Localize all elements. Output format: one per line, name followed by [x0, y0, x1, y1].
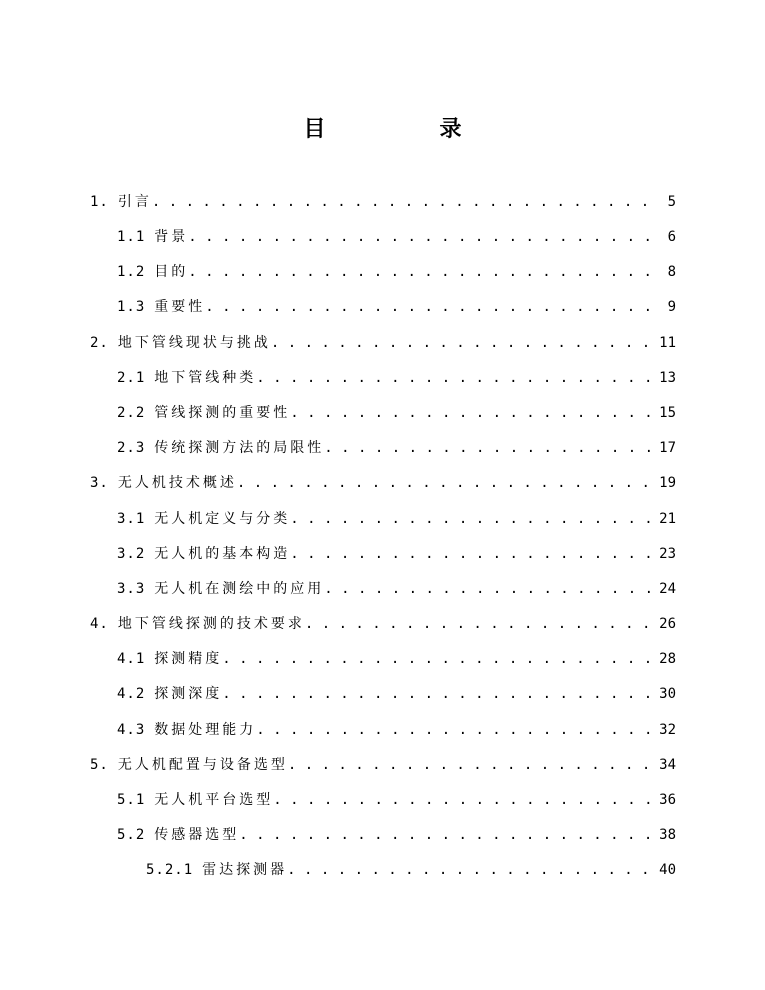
toc-entry-number: 1.1	[117, 229, 146, 245]
toc-entry-number: 3.2	[117, 546, 146, 562]
toc-entry-number: 2.2	[117, 405, 146, 421]
leader-dots	[256, 720, 657, 740]
leader-dots	[237, 473, 657, 493]
toc-entry[interactable]	[117, 262, 676, 282]
toc-entry-number: 1.	[90, 194, 109, 210]
toc-entry-page: 6	[667, 229, 676, 245]
toc-entry-label: 探测精度	[154, 651, 223, 667]
leader-dots	[271, 333, 657, 353]
toc-entry-page: 15	[659, 405, 676, 421]
leader-dots	[239, 825, 657, 845]
leader-dots	[290, 509, 657, 529]
leader-dots	[305, 614, 657, 634]
leader-dots	[256, 368, 657, 388]
toc-entry[interactable]	[90, 333, 676, 353]
toc-entry[interactable]	[117, 368, 676, 388]
toc-entry-page: 40	[659, 862, 676, 878]
toc-entry-page: 11	[659, 335, 676, 351]
toc-entry[interactable]	[90, 473, 676, 493]
toc-entry-number: 4.	[90, 616, 109, 632]
toc-entry-number: 1.2	[117, 264, 146, 280]
toc-entry-page: 36	[659, 792, 676, 808]
toc-entry-label: 背景	[154, 229, 189, 245]
toc-entry[interactable]	[146, 860, 676, 880]
toc-entry-label: 地下管线种类	[154, 370, 257, 386]
toc-entry-number: 2.1	[117, 370, 146, 386]
toc-entry-number: 5.2	[117, 827, 146, 843]
toc-entry-number: 5.2.1	[146, 862, 194, 878]
toc-entry[interactable]	[117, 649, 676, 669]
toc-entry-page: 9	[667, 299, 676, 315]
page-title: 目 录	[303, 117, 508, 142]
toc-entry[interactable]	[117, 544, 676, 564]
toc-entry[interactable]	[117, 438, 676, 458]
toc-entry-label: 无人机技术概述	[117, 475, 237, 491]
toc-entry[interactable]	[117, 684, 676, 704]
toc-entry-label: 传感器选型	[154, 827, 240, 843]
toc-entry-label: 地下管线探测的技术要求	[117, 616, 305, 632]
toc-entry[interactable]	[117, 790, 676, 810]
toc-entry-page: 26	[659, 616, 676, 632]
toc-entry-number: 3.1	[117, 511, 146, 527]
leader-dots	[188, 262, 660, 282]
toc-entry-label: 传统探测方法的局限性	[154, 440, 325, 456]
toc-entry-page: 24	[659, 581, 676, 597]
toc-entry-label: 无人机定义与分类	[154, 511, 291, 527]
leader-dots	[287, 860, 657, 880]
toc-entry-label: 探测深度	[154, 686, 223, 702]
toc-entry-label: 地下管线现状与挑战	[117, 335, 271, 351]
toc-entry-page: 8	[667, 264, 676, 280]
toc-entry-number: 1.3	[117, 299, 146, 315]
toc-entry[interactable]	[117, 227, 676, 247]
leader-dots	[324, 438, 657, 458]
toc-entry-page: 28	[659, 651, 676, 667]
leader-dots	[290, 403, 657, 423]
toc-entry-page: 38	[659, 827, 676, 843]
toc-entry[interactable]	[90, 755, 676, 775]
toc-entry-page: 21	[659, 511, 676, 527]
toc-entry-page: 17	[659, 440, 676, 456]
toc-entry-label: 管线探测的重要性	[154, 405, 291, 421]
toc-entry-number: 5.1	[117, 792, 146, 808]
toc-entry-label: 雷达探测器	[202, 862, 288, 878]
leader-dots	[222, 684, 657, 704]
toc-entry[interactable]	[90, 192, 676, 212]
toc-entry[interactable]	[90, 614, 676, 634]
toc-entry-page: 23	[659, 546, 676, 562]
toc-entry-number: 5.	[90, 757, 109, 773]
toc-entry-label: 数据处理能力	[154, 722, 257, 738]
toc-entry-label: 无人机在测绘中的应用	[154, 581, 325, 597]
toc-entry-label: 目的	[154, 264, 189, 280]
leader-dots	[188, 227, 660, 247]
toc-entry[interactable]	[117, 509, 676, 529]
toc-entry-number: 2.	[90, 335, 109, 351]
toc-entry-label: 无人机的基本构造	[154, 546, 291, 562]
toc-entry-page: 19	[659, 475, 676, 491]
leader-dots	[152, 192, 660, 212]
toc-entry-number: 3.3	[117, 581, 146, 597]
leader-dots	[273, 790, 657, 810]
leader-dots	[288, 755, 657, 775]
toc-entry-number: 2.3	[117, 440, 146, 456]
toc-entry[interactable]	[117, 403, 676, 423]
toc-entry-label: 引言	[117, 194, 152, 210]
toc-entry-number: 3.	[90, 475, 109, 491]
leader-dots	[205, 297, 660, 317]
leader-dots	[290, 544, 657, 564]
toc-entry-page: 5	[667, 194, 676, 210]
toc-entry-label: 无人机平台选型	[154, 792, 274, 808]
toc-entry-page: 13	[659, 370, 676, 386]
toc-entry[interactable]	[117, 825, 676, 845]
toc-entry[interactable]	[117, 579, 676, 599]
toc-entry-page: 30	[659, 686, 676, 702]
leader-dots	[222, 649, 657, 669]
toc-entry-number: 4.3	[117, 722, 146, 738]
toc-entry[interactable]	[117, 720, 676, 740]
toc-entry-page: 32	[659, 722, 676, 738]
toc-entry-label: 重要性	[154, 299, 206, 315]
toc-entry-number: 4.1	[117, 651, 146, 667]
toc-entry-number: 4.2	[117, 686, 146, 702]
toc-entry[interactable]	[117, 297, 676, 317]
toc-entry-page: 34	[659, 757, 676, 773]
leader-dots	[324, 579, 657, 599]
toc-entry-label: 无人机配置与设备选型	[117, 757, 288, 773]
